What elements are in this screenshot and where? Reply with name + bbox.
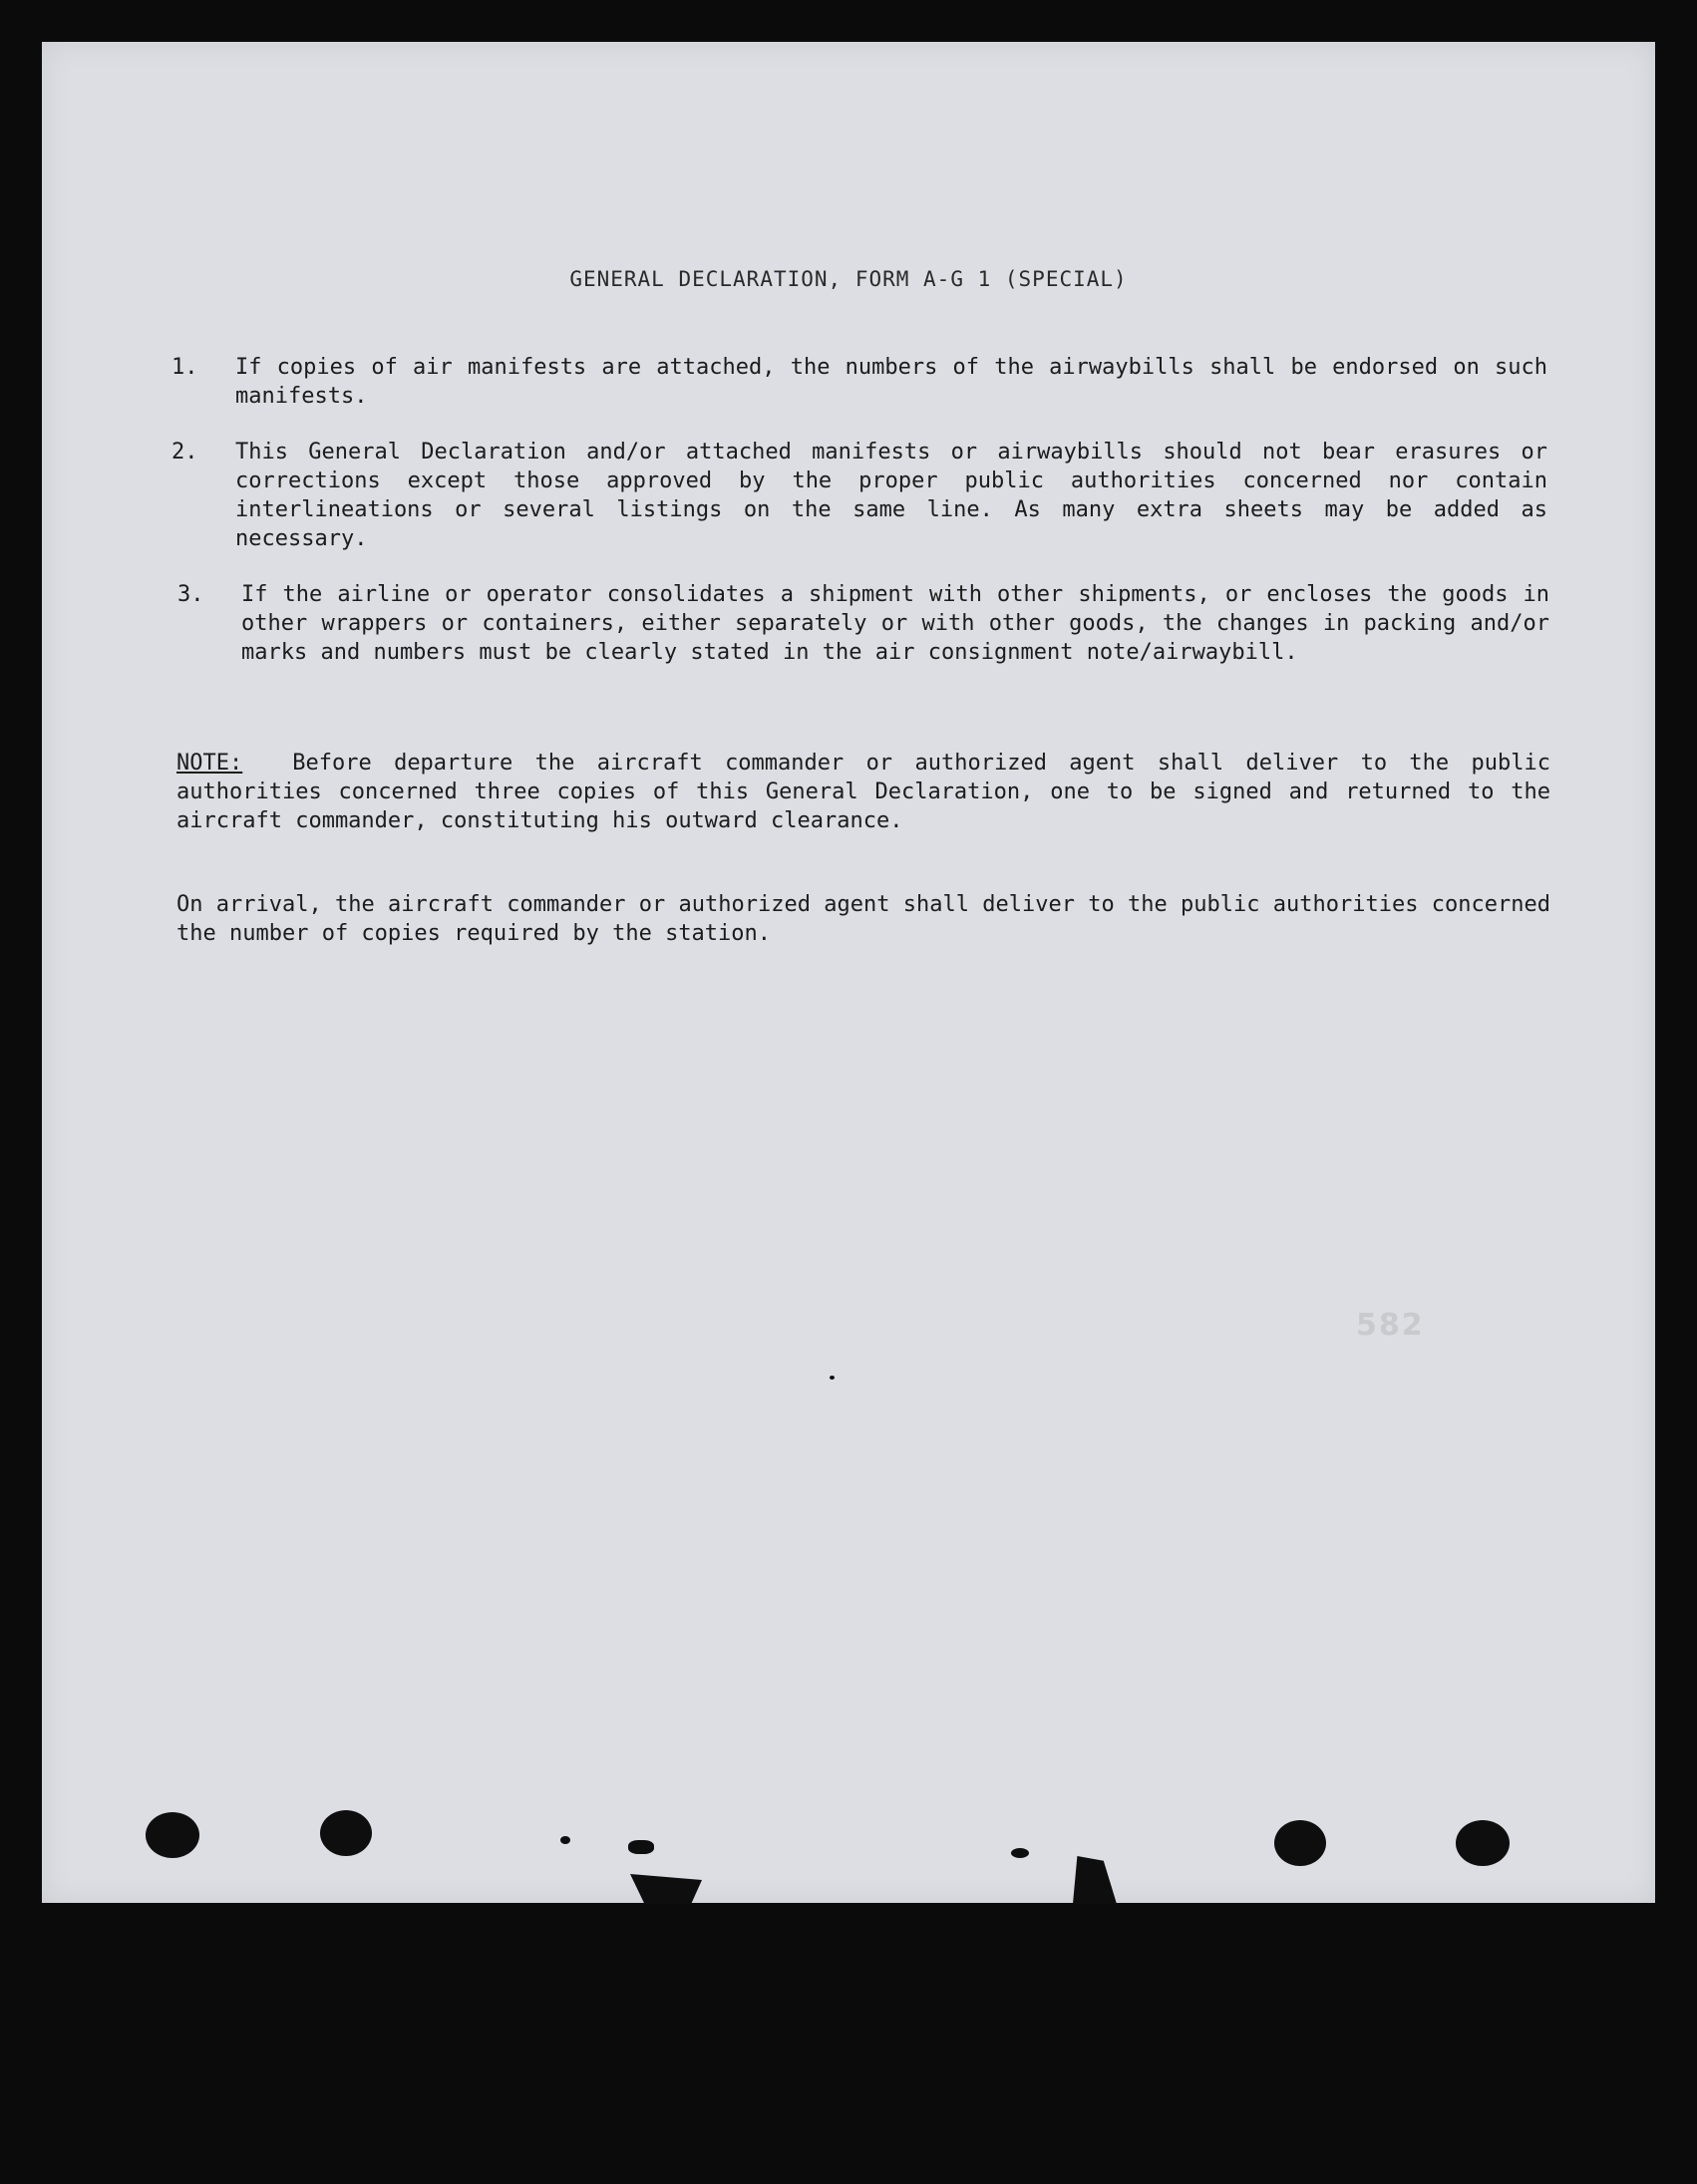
speck	[560, 1836, 570, 1844]
item-number: 2.	[171, 440, 198, 465]
item-number: 1.	[171, 355, 198, 380]
instruction-item-3	[177, 580, 1549, 667]
note-text: Before departure the aircraft commander or authorized agent shall deliver to the public authorities concerned three copies of this General Declaration, one to be signed and returned to the aircraft commander, constituting his outward clearance.	[176, 751, 1550, 833]
torn-edge-mark	[630, 1874, 702, 1904]
arrival-paragraph: On arrival, the aircraft commander or authorized agent shall deliver to the public authorities concerned the number of copies required by the station.	[176, 892, 1550, 946]
instruction-item-1	[171, 353, 1547, 411]
item-number: 3.	[177, 582, 204, 607]
item-text: This General Declaration and/or attached manifests or airwaybills should not bear erasures or corrections except those approved by the proper public authorities concerned nor contain interlineations or several listings on the same line. As many extra sheets may be added as necessary.	[235, 440, 1547, 551]
instruction-item-2	[171, 438, 1547, 553]
note-paragraph	[176, 749, 1550, 835]
note-label: NOTE:	[176, 751, 243, 776]
speck	[1011, 1848, 1029, 1858]
punch-hole	[146, 1812, 199, 1858]
document-title: GENERAL DECLARATION, FORM A-G 1 (SPECIAL)	[569, 267, 1128, 291]
speck	[830, 1376, 835, 1380]
torn-edge-mark	[1073, 1856, 1117, 1904]
item-text: If copies of air manifests are attached, the numbers of the airwaybills shall be endorsed on such manifests.	[235, 355, 1547, 409]
faint-page-number: 582	[1356, 1308, 1425, 1343]
speck	[628, 1840, 654, 1854]
item-text: If the airline or operator consolidates a shipment with other shipments, or encloses the goods in other wrappers or containers, either separately or with other goods, the changes in packing and/or marks and numbers must be clearly stated in the air consignment note/airwaybill.	[241, 582, 1549, 665]
punch-hole	[320, 1810, 372, 1856]
punch-hole	[1274, 1820, 1326, 1866]
paper-sheet	[42, 42, 1655, 1903]
punch-hole	[1456, 1820, 1510, 1866]
